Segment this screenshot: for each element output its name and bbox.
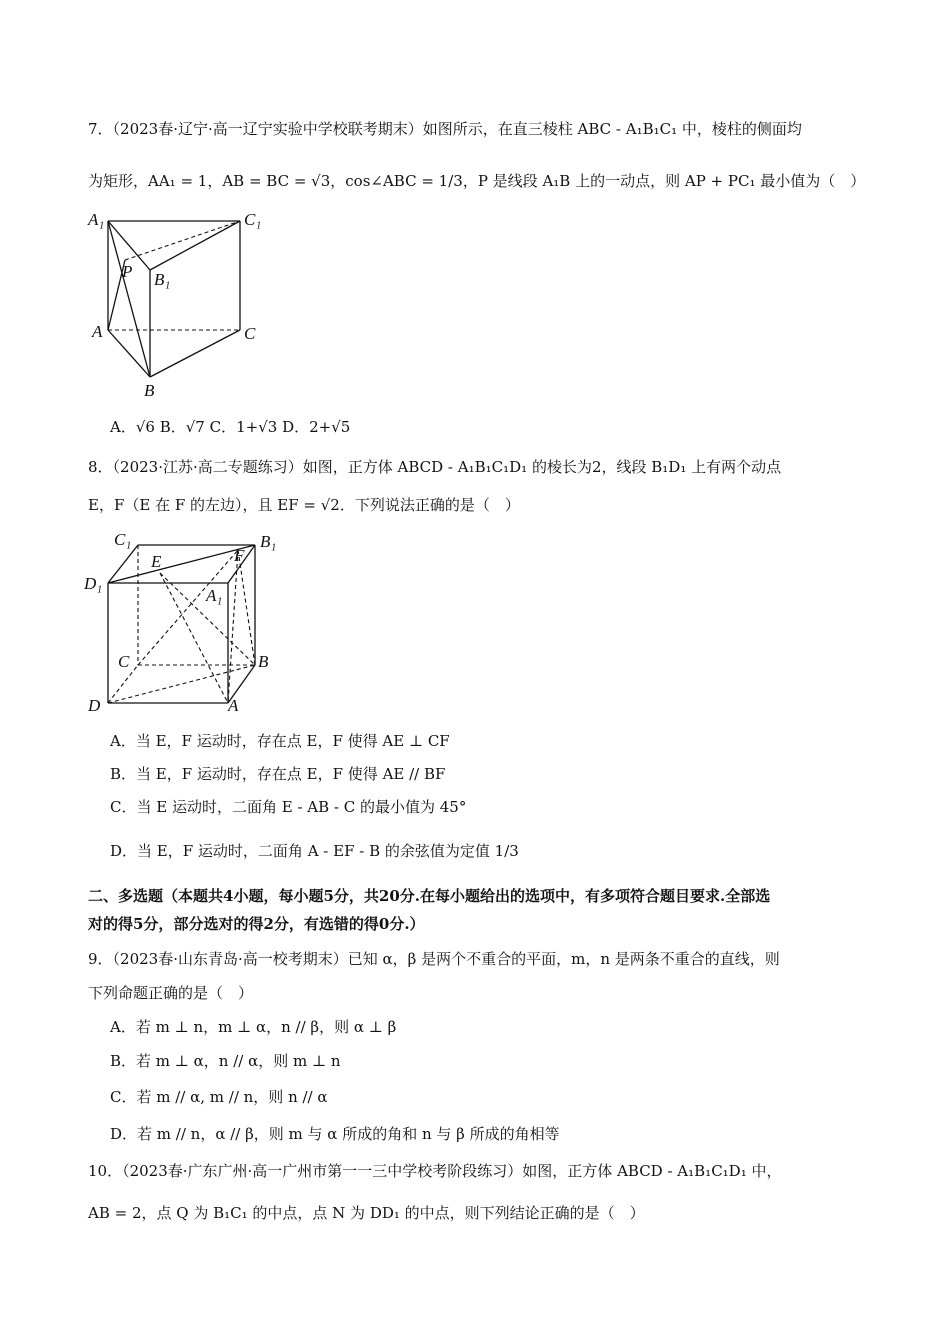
q7-option-c[interactable]: C．1+√3: [209, 418, 278, 436]
q8-option-c[interactable]: C．当 E 运动时，二面角 E - AB - C 的最小值为 45°: [110, 798, 467, 816]
q8-option-b[interactable]: B．当 E，F 运动时，存在点 E，F 使得 AE // BF: [110, 765, 446, 783]
q9-stem-line1: 9．（2023春·山东青岛·高一校考期末）已知 α，β 是两个不重合的平面，m，n 是两条不重合的直线，则: [88, 950, 780, 968]
q7-label-A: A: [92, 322, 103, 341]
q7-label-P: P: [122, 262, 133, 281]
q8-label-A1: A₁: [206, 586, 223, 605]
q8-label-D: D: [88, 696, 101, 715]
q9-option-b[interactable]: B．若 m ⊥ α，n // α，则 m ⊥ n: [110, 1052, 341, 1070]
q9-option-c[interactable]: C．若 m // α, m // n，则 n // α: [110, 1088, 328, 1106]
q8-label-A: A: [228, 696, 239, 715]
q8-label-B: B: [258, 652, 269, 671]
q8-cube-figure: [80, 525, 290, 720]
q7-option-b[interactable]: B．√7: [159, 418, 205, 436]
q8-label-F: F: [234, 546, 245, 565]
q7-options: [110, 416, 870, 438]
q8-option-a[interactable]: A．当 E，F 运动时，存在点 E，F 使得 AE ⊥ CF: [110, 732, 450, 750]
q8-label-D1: D₁: [84, 574, 103, 593]
q9-option-a[interactable]: A．若 m ⊥ n，m ⊥ α，n // β，则 α ⊥ β: [110, 1018, 397, 1036]
q9-option-d[interactable]: D．若 m // n，α // β，则 m 与 α 所成的角和 n 与 β 所成的角相等: [110, 1125, 560, 1143]
q7-stem-line1: 7．（2023春·辽宁·高一辽宁实验中学校联考期末）如图所示，在直三棱柱 ABC - A₁B₁C₁ 中，棱柱的侧面均: [88, 120, 802, 138]
section-2-header-line1: 二、多选题（本题共4小题，每小题5分，共20分.在每小题给出的选项中，有多项符合题目要求.全部选: [88, 887, 771, 905]
q9-stem-line2: 下列命题正确的是（ ）: [88, 984, 254, 1002]
q8-label-C: C: [118, 652, 130, 671]
q7-label-C1: C₁: [244, 210, 262, 229]
q10-stem-line2: AB = 2，点 Q 为 B₁C₁ 的中点，点 N 为 DD₁ 的中点，则下列结论正确的是（ ）: [88, 1204, 645, 1222]
q7-stem-line2: 为矩形，AA₁ = 1，AB = BC = √3，cos∠ABC = 1/3，P 是线段 A₁B 上的一动点，则 AP + PC₁ 最小值为（ ）: [88, 172, 866, 190]
q7-label-C: C: [244, 324, 256, 343]
q7-label-A1: A₁: [88, 210, 105, 229]
q8-label-E: E: [151, 552, 162, 571]
q7-option-a[interactable]: A．√6: [110, 418, 155, 436]
q7-option-d[interactable]: D．2+√5: [282, 418, 351, 436]
q8-option-d[interactable]: D．当 E，F 运动时，二面角 A - EF - B 的余弦值为定值 1/3: [110, 842, 519, 860]
q7-label-B1: B₁: [154, 270, 171, 289]
q8-stem-line1: 8．（2023·江苏·高二专题练习）如图，正方体 ABCD - A₁B₁C₁D₁ 的棱长为2，线段 B₁D₁ 上有两个动点: [88, 458, 782, 476]
q7-prism-figure: [80, 205, 280, 405]
section-2-header-line2: 对的得5分，部分选对的得2分，有选错的得0分.）: [88, 915, 425, 933]
q8-label-B1: B₁: [260, 532, 277, 551]
q10-stem-line1: 10．（2023春·广东广州·高一广州市第一一三中学校考阶段练习）如图，正方体 ABCD - A₁B₁C₁D₁ 中，: [88, 1162, 782, 1180]
q8-label-C1: C₁: [114, 530, 132, 549]
q8-stem-line2: E，F（E 在 F 的左边），且 EF = √2．下列说法正确的是（ ）: [88, 496, 520, 514]
q7-label-B: B: [144, 381, 155, 400]
